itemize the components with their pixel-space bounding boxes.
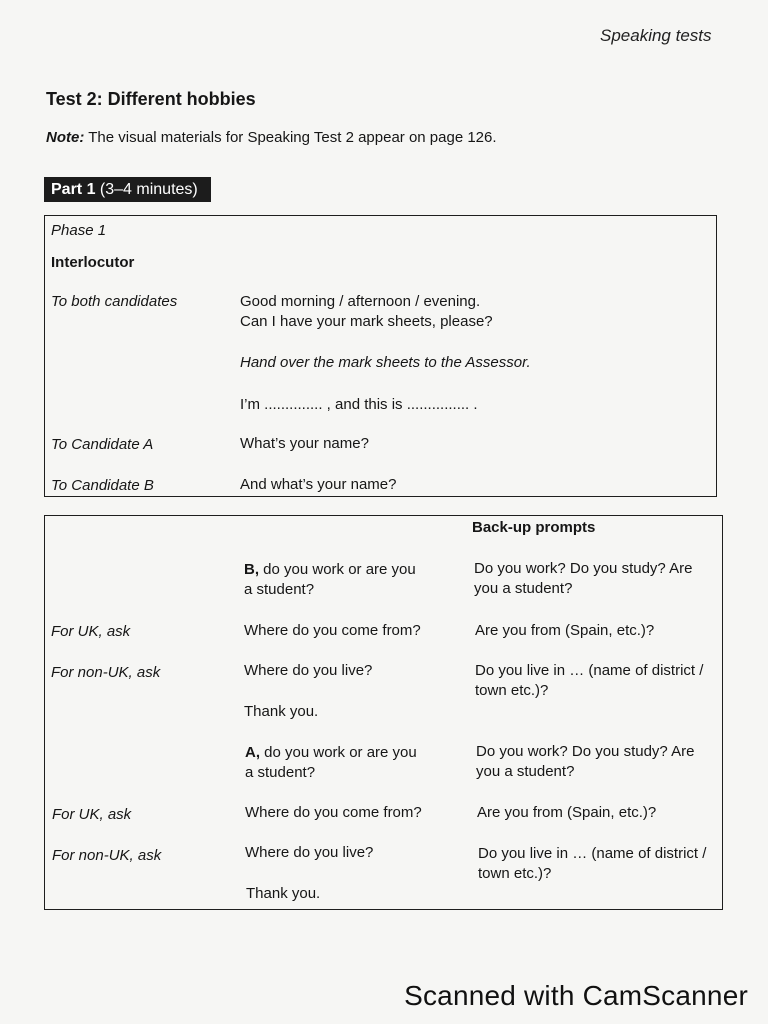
note-line	[46, 129, 497, 146]
candidate-a-question: What’s your name?	[240, 435, 369, 452]
phase-label: Phase 1	[51, 222, 107, 239]
b-question-line2: a student?	[244, 581, 315, 598]
running-head: Speaking tests	[600, 26, 712, 45]
intro-text: I’m .............. , and this is ............... .	[240, 396, 478, 413]
test-title: Test 2: Different hobbies	[46, 89, 256, 109]
b-uk-backup: Are you from (Spain, etc.)?	[475, 622, 655, 639]
b-thanks: Thank you.	[244, 703, 319, 720]
b-backup-line1: Do you work? Do you study? Are	[474, 560, 693, 577]
greeting-text: Good morning / afternoon / evening.	[240, 293, 481, 310]
a-thanks: Thank you.	[246, 885, 321, 902]
a-nonuk-question: Where do you live?	[245, 844, 374, 861]
a-nonuk-backup-line2: town etc.)?	[478, 865, 552, 882]
role-label: Interlocutor	[51, 254, 135, 271]
b-nonuk-backup-line2: town etc.)?	[475, 682, 549, 699]
b-uk-label: For UK, ask	[51, 623, 131, 640]
note-text: The visual materials for Speaking Test 2 appear on page 126.	[84, 129, 497, 146]
a-question-line2: a student?	[245, 764, 316, 781]
b-question-rest: do you work or are you	[259, 561, 416, 578]
a-question-bold: A,	[245, 744, 260, 761]
both-candidates-label: To both candidates	[51, 293, 178, 310]
candidate-b-label: To Candidate B	[51, 477, 154, 494]
scanner-watermark: Scanned with CamScanner	[404, 980, 748, 1011]
candidate-b-question: And what’s your name?	[240, 476, 397, 493]
mark-sheets-text: Can I have your mark sheets, please?	[240, 313, 493, 330]
candidate-a-label: To Candidate A	[51, 436, 154, 453]
a-uk-backup: Are you from (Spain, etc.)?	[477, 804, 657, 821]
a-nonuk-backup-line1: Do you live in … (name of district /	[478, 845, 707, 862]
part-badge	[44, 177, 211, 202]
a-backup-line2: you a student?	[476, 763, 575, 780]
b-uk-question: Where do you come from?	[244, 622, 421, 639]
a-backup-line1: Do you work? Do you study? Are	[476, 743, 695, 760]
b-backup-line2: you a student?	[474, 580, 573, 597]
b-nonuk-question: Where do you live?	[244, 662, 373, 679]
a-question-rest: do you work or are you	[260, 744, 417, 761]
part-time: (3–4 minutes)	[95, 181, 198, 198]
b-question-bold: B,	[244, 561, 259, 578]
note-label: Note:	[46, 129, 85, 146]
backup-prompts-header: Back-up prompts	[472, 519, 596, 536]
a-question-line1	[245, 743, 417, 763]
b-nonuk-backup-line1: Do you live in … (name of district /	[475, 662, 704, 679]
part-label: Part 1	[51, 181, 96, 198]
b-nonuk-label: For non-UK, ask	[51, 664, 161, 681]
b-question-line1	[244, 560, 416, 580]
a-nonuk-label: For non-UK, ask	[52, 847, 162, 864]
a-uk-label: For UK, ask	[52, 806, 132, 823]
hand-over-instruction: Hand over the mark sheets to the Assessor.	[240, 354, 531, 371]
a-uk-question: Where do you come from?	[245, 804, 422, 821]
